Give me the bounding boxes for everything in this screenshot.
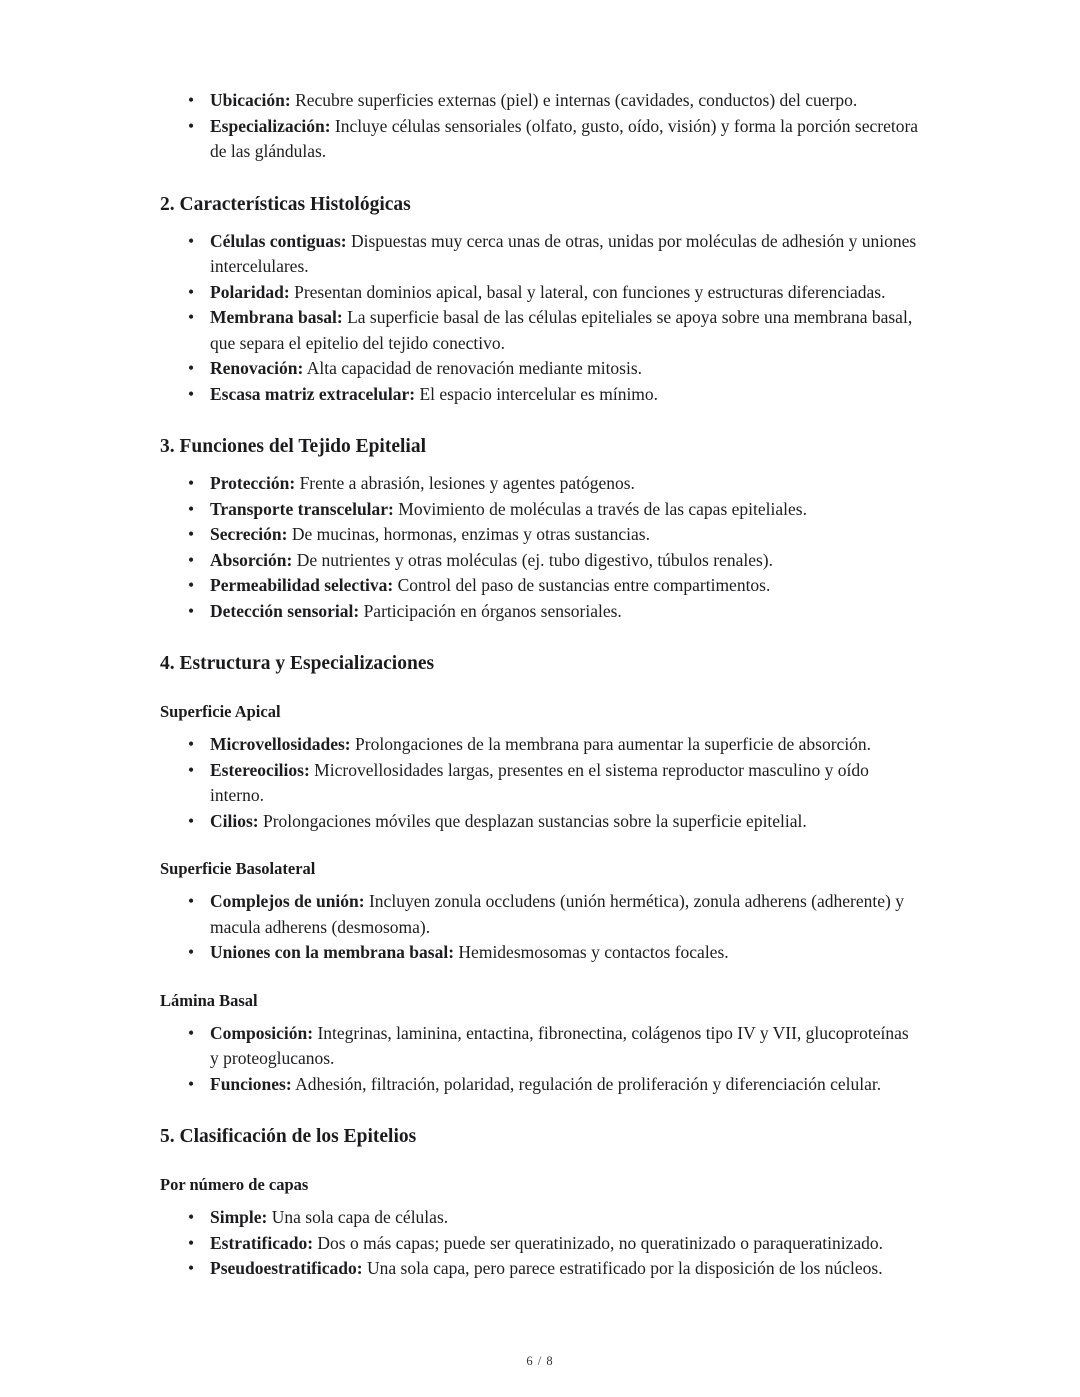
list-item bbox=[210, 522, 920, 548]
list-item bbox=[210, 548, 920, 574]
section-heading: 2. Características Histológicas bbox=[160, 193, 411, 215]
list-item-text: Prolongaciones de la membrana para aumentar la superficie de absorción. bbox=[355, 734, 872, 754]
list-item-text: Microvellosidades largas, presentes en el sistema reproductor masculino y oído interno. bbox=[210, 759, 869, 805]
list-item-term: Protección: bbox=[210, 473, 296, 493]
list-item-term: Secreción: bbox=[210, 524, 288, 544]
list-item-text: Dispuestas muy cerca unas de otras, unidas por moléculas de adhesión y uniones intercelulares. bbox=[210, 230, 917, 276]
list-item-text: Una sola capa de células. bbox=[271, 1207, 449, 1227]
list-item-term: Ubicación: bbox=[210, 90, 291, 110]
list-item bbox=[210, 599, 920, 625]
list-item-term: Funciones: bbox=[210, 1073, 292, 1094]
list-item-text: Hemidesmosomas y contactos focales. bbox=[458, 942, 729, 962]
list-item-text: De mucinas, hormonas, enzimas y otras sustancias. bbox=[291, 524, 650, 544]
list-item-text: Incluyen zonula occludens (unión hermética), zonula adherens (adherente) y macula adherens (desmosoma). bbox=[210, 891, 904, 937]
list-item-term: Uniones con la membrana basal: bbox=[210, 942, 455, 962]
list-item bbox=[210, 497, 920, 523]
list-item-term: Membrana basal: bbox=[210, 307, 343, 327]
list-item-term: Escasa matriz extracelular: bbox=[210, 383, 416, 404]
bullet-list bbox=[160, 229, 920, 408]
list-item-term: Pseudoestratificado: bbox=[210, 1258, 363, 1278]
list-item bbox=[210, 758, 920, 809]
list-item-text: Una sola capa, pero parece estratificado por la disposición de los núcleos. bbox=[367, 1258, 883, 1278]
list-item-text: Incluye células sensoriales (olfato, gusto, oído, visión) y forma la porción secretora de las glándulas. bbox=[210, 115, 919, 161]
list-item bbox=[210, 382, 920, 408]
list-item bbox=[210, 940, 920, 966]
list-item bbox=[210, 356, 920, 382]
list-item-term: Células contiguas: bbox=[210, 230, 347, 251]
list-item bbox=[210, 809, 920, 835]
list-item-text: Integrinas, laminina, entactina, fibronectina, colágenos tipo IV y VII, glucoproteínas y proteoglucanos. bbox=[210, 1022, 909, 1068]
list-item bbox=[210, 88, 920, 114]
list-item-term: Estratificado: bbox=[210, 1232, 314, 1253]
list-item-text: De nutrientes y otras moléculas (ej. tubo digestivo, túbulos renales). bbox=[296, 549, 773, 570]
list-item-text: Prolongaciones móviles que desplazan sustancias sobre la superficie epitelial. bbox=[263, 810, 807, 831]
list-item-text: Frente a abrasión, lesiones y agentes patógenos. bbox=[299, 473, 635, 493]
bullet-list bbox=[160, 889, 920, 966]
section-heading: 4. Estructura y Especializaciones bbox=[160, 653, 435, 674]
list-item-text: Control del paso de sustancias entre compartimentos. bbox=[397, 575, 771, 595]
list-item-term: Absorción: bbox=[210, 549, 293, 570]
list-item-term: Permeabilidad selectiva: bbox=[210, 575, 394, 595]
list-item bbox=[210, 280, 920, 306]
sub-heading: Lámina Basal bbox=[160, 990, 258, 1010]
bullet-list bbox=[160, 471, 920, 624]
section-heading: 3. Funciones del Tejido Epitelial bbox=[160, 436, 427, 457]
list-item bbox=[210, 1072, 920, 1098]
list-item-term: Renovación: bbox=[210, 358, 304, 378]
list-item-term: Simple: bbox=[210, 1207, 268, 1227]
list-item-text: La superficie basal de las células epiteliales se apoya sobre una membrana basal, que separa el epitelio del tejido conectivo. bbox=[210, 307, 913, 353]
bullet-list bbox=[160, 1205, 920, 1282]
list-item-text: Presentan dominios apical, basal y lateral, con funciones y estructuras diferenciadas. bbox=[294, 281, 886, 302]
list-item-term: Complejos de unión: bbox=[210, 891, 365, 911]
list-item-text: El espacio intercelular es mínimo. bbox=[419, 383, 659, 404]
list-item-term: Detección sensorial: bbox=[210, 600, 360, 621]
list-item bbox=[210, 1231, 920, 1257]
list-item-term: Polaridad: bbox=[210, 281, 290, 302]
bullet-list bbox=[160, 1021, 920, 1098]
list-item-term: Composición: bbox=[210, 1022, 314, 1043]
bullet-list bbox=[160, 732, 920, 834]
page-number: 6 / 8 bbox=[526, 1354, 554, 1368]
list-item bbox=[210, 471, 920, 497]
list-item-text: Alta capacidad de renovación mediante mitosis. bbox=[306, 358, 643, 378]
bullet-list bbox=[160, 88, 920, 165]
list-item-text: Recubre superficies externas (piel) e internas (cavidades, conductos) del cuerpo. bbox=[295, 90, 858, 110]
list-item bbox=[210, 1205, 920, 1231]
list-item bbox=[210, 889, 920, 940]
list-item bbox=[210, 573, 920, 599]
list-item bbox=[210, 305, 920, 356]
list-item bbox=[210, 1021, 920, 1072]
list-item-text: Movimiento de moléculas a través de las capas epiteliales. bbox=[398, 498, 807, 519]
list-item-term: Especialización: bbox=[210, 115, 331, 136]
list-item-text: Adhesión, filtración, polaridad, regulación de proliferación y diferenciación celular. bbox=[295, 1073, 882, 1094]
list-item bbox=[210, 229, 920, 280]
sub-heading: Por número de capas bbox=[160, 1175, 309, 1194]
sub-heading: Superficie Basolateral bbox=[160, 859, 316, 878]
list-item-text: Dos o más capas; puede ser queratinizado, no queratinizado o paraqueratinizado. bbox=[317, 1232, 884, 1253]
list-item bbox=[210, 114, 920, 165]
list-item bbox=[210, 732, 920, 758]
list-item-term: Transporte transcelular: bbox=[210, 498, 394, 519]
document-content bbox=[160, 88, 920, 1282]
sub-heading: Superficie Apical bbox=[160, 702, 281, 721]
list-item bbox=[210, 1256, 920, 1282]
list-item-term: Estereocilios: bbox=[210, 759, 310, 780]
list-item-term: Microvellosidades: bbox=[210, 734, 351, 754]
list-item-text: Participación en órganos sensoriales. bbox=[363, 600, 622, 621]
list-item-term: Cilios: bbox=[210, 810, 259, 831]
section-heading: 5. Clasificación de los Epitelios bbox=[160, 1126, 417, 1147]
